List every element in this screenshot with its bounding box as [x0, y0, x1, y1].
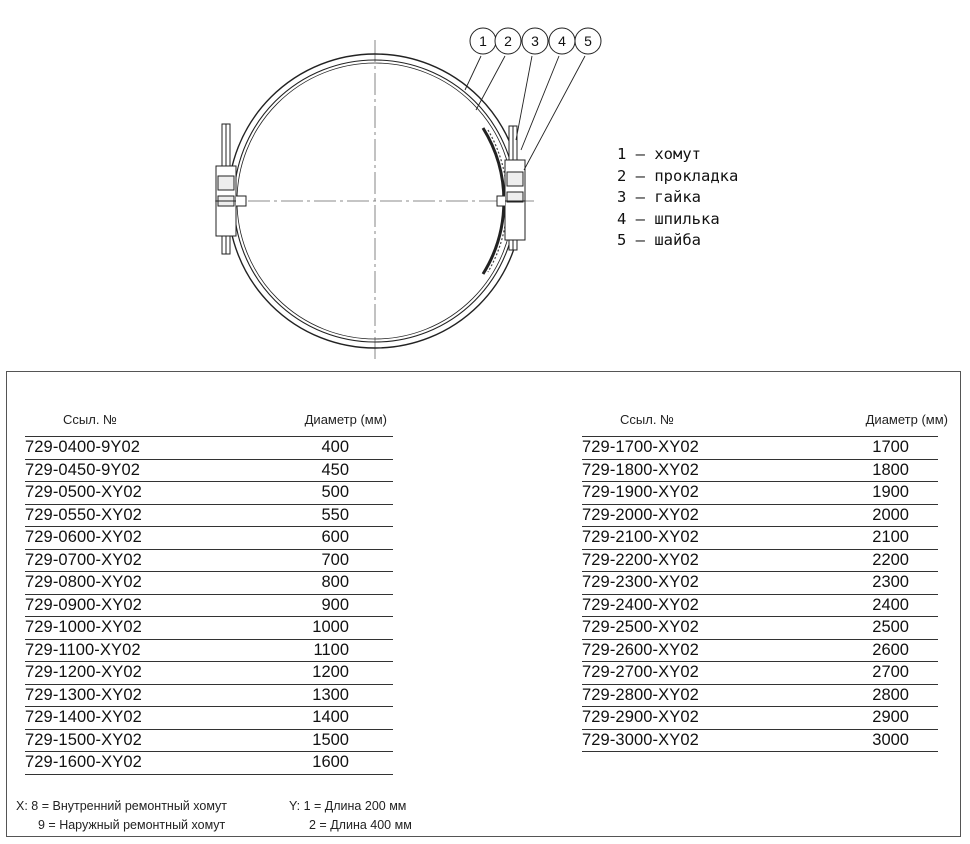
ref-number: 729-2300-XY02 — [582, 573, 699, 591]
ref-number: 729-1800-XY02 — [582, 460, 699, 479]
ref-number: 729-1500-XY02 — [25, 730, 142, 749]
table-row — [582, 459, 938, 482]
ref-number: 729-0400-9Y02 — [25, 438, 141, 456]
ref-number: 729-2200-XY02 — [582, 550, 699, 569]
table-row — [582, 616, 938, 639]
diameter-value: 700 — [321, 550, 349, 569]
ref-number: 729-3000-XY02 — [582, 730, 699, 749]
ref-number: 729-2900-XY02 — [582, 708, 699, 726]
note-y-line2: 2 = Длина 400 мм — [309, 818, 412, 832]
centerlines — [215, 40, 535, 360]
table-row — [25, 526, 393, 549]
ref-number: 729-1900-XY02 — [582, 483, 699, 501]
callout-1: 1 — [479, 33, 487, 49]
diameter-value: 900 — [321, 595, 349, 614]
table-row — [582, 594, 938, 617]
ref-number: 729-1300-XY02 — [25, 685, 142, 704]
ref-number: 729-1000-XY02 — [25, 618, 142, 636]
table-row — [25, 571, 393, 594]
table-row — [25, 616, 393, 639]
legend-item: 3 – гайка — [617, 188, 701, 207]
diameter-value: 2600 — [872, 640, 909, 659]
table-header — [582, 408, 948, 436]
note-y — [289, 797, 412, 835]
table-column-left — [25, 408, 393, 775]
diameter-value: 1900 — [872, 483, 909, 501]
header-ref: Ссыл. № — [63, 412, 117, 427]
table-row — [25, 594, 393, 617]
ref-number: 729-0500-XY02 — [25, 483, 142, 501]
table-row — [25, 729, 393, 752]
table-rows-right — [582, 436, 938, 751]
diameter-value: 1200 — [312, 663, 349, 681]
ref-number: 729-2500-XY02 — [582, 618, 699, 636]
legend-item: 5 – шайба — [617, 231, 701, 250]
ref-number: 729-2000-XY02 — [582, 505, 699, 524]
table-row — [25, 549, 393, 572]
note-x — [16, 797, 227, 835]
callout-2: 2 — [504, 33, 512, 49]
ref-number: 729-0900-XY02 — [25, 595, 142, 614]
table-row — [25, 751, 393, 774]
ref-number: 729-0700-XY02 — [25, 550, 142, 569]
table-rows-left — [25, 436, 393, 774]
table-row — [25, 684, 393, 707]
diameter-value: 500 — [321, 483, 349, 501]
table-column-right — [582, 408, 948, 752]
diameter-value: 600 — [321, 528, 349, 546]
ref-number: 729-2100-XY02 — [582, 528, 699, 546]
legend-item: 2 – прокладка — [617, 166, 739, 185]
ref-number: 729-0450-9Y02 — [25, 460, 141, 479]
ref-number: 729-2400-XY02 — [582, 595, 699, 614]
table-row — [582, 436, 938, 459]
diameter-value: 1100 — [313, 640, 349, 659]
table-row — [582, 706, 938, 729]
table-row — [582, 526, 938, 549]
table-row — [582, 684, 938, 707]
diameter-value: 550 — [321, 505, 349, 524]
ref-number: 729-0800-XY02 — [25, 573, 142, 591]
table-row — [582, 729, 938, 752]
diameter-value: 3000 — [872, 730, 909, 749]
diameter-value: 1700 — [872, 438, 909, 456]
header-diameter: Диаметр (мм) — [304, 412, 387, 427]
table-row — [25, 481, 393, 504]
table-row — [582, 639, 938, 662]
table-header — [25, 408, 393, 436]
table-row — [25, 661, 393, 684]
diameter-value: 800 — [321, 573, 349, 591]
diameter-value: 1500 — [312, 730, 349, 749]
callout-4: 4 — [558, 33, 566, 49]
diameter-value: 2100 — [872, 528, 909, 546]
ref-number: 729-1100-XY02 — [25, 640, 141, 659]
table-row — [25, 436, 393, 459]
table-row — [582, 504, 938, 527]
diameter-value: 2200 — [872, 550, 909, 569]
table-row — [25, 459, 393, 482]
note-x-line2: 9 = Наружный ремонтный хомут — [38, 818, 226, 832]
table-row — [582, 571, 938, 594]
table-row — [25, 504, 393, 527]
clamp-drawing — [0, 0, 970, 360]
callout-5: 5 — [584, 33, 592, 49]
leader-lines — [465, 56, 585, 170]
callout-3: 3 — [531, 33, 539, 49]
ref-number: 729-2800-XY02 — [582, 685, 699, 704]
diameter-value: 400 — [321, 438, 349, 456]
table-row — [582, 481, 938, 504]
ref-number: 729-0600-XY02 — [25, 528, 142, 546]
header-diameter: Диаметр (мм) — [865, 412, 948, 427]
ref-number: 729-0550-XY02 — [25, 505, 142, 524]
diameter-value: 2700 — [872, 663, 909, 681]
ref-number: 729-2700-XY02 — [582, 663, 699, 681]
diameter-value: 1300 — [312, 685, 349, 704]
diameter-value: 450 — [321, 460, 349, 479]
table-row — [582, 549, 938, 572]
parts-legend — [617, 144, 738, 252]
table-row — [582, 661, 938, 684]
header-ref: Ссыл. № — [620, 412, 674, 427]
note-x-line1: X: 8 = Внутренний ремонтный хомут — [16, 799, 228, 813]
ref-number: 729-1600-XY02 — [25, 753, 142, 771]
diameter-value: 2000 — [872, 505, 909, 524]
diameter-value: 2500 — [872, 618, 909, 636]
ref-number: 729-1200-XY02 — [25, 663, 142, 681]
table-row — [25, 639, 393, 662]
diameter-value: 1800 — [872, 460, 909, 479]
diameter-value: 1400 — [312, 708, 349, 726]
diameter-value: 2800 — [872, 685, 909, 704]
note-y-line1: Y: 1 = Длина 200 мм — [289, 799, 407, 813]
ref-number: 729-2600-XY02 — [582, 640, 699, 659]
ref-number: 729-1700-XY02 — [582, 438, 699, 456]
legend-item: 4 – шпилька — [617, 209, 720, 228]
diameter-value: 2300 — [872, 573, 909, 591]
diameter-value: 2900 — [872, 708, 909, 726]
size-table — [6, 371, 961, 837]
diameter-value: 2400 — [872, 595, 909, 614]
diameter-value: 1600 — [312, 753, 349, 771]
ref-number: 729-1400-XY02 — [25, 708, 142, 726]
table-row — [25, 706, 393, 729]
diameter-value: 1000 — [312, 618, 349, 636]
legend-item: 1 – хомут — [617, 145, 701, 163]
